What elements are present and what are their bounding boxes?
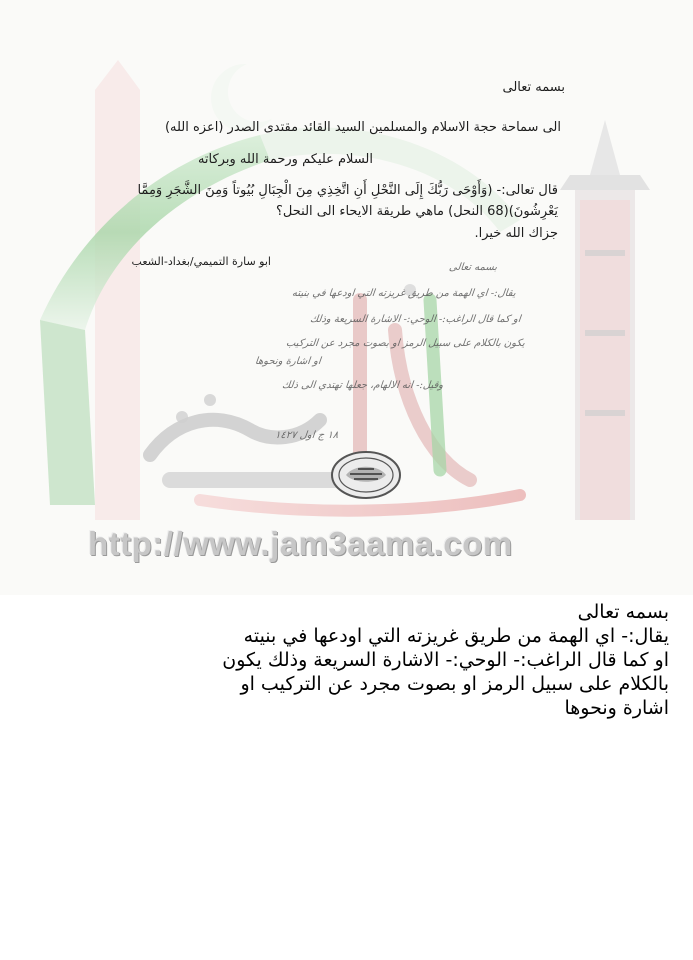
handwritten-line-3: يكون بالكلام على سبيل الرمز او بصوت مجرد عن التركيب — [285, 338, 526, 349]
letter-addressee: الى سماحة حجة الاسلام والمسلمين السيد القائد مقتدى الصدر (اعزه الله) — [164, 120, 561, 135]
transcription-line-3: بالكلام على سبيل الرمز او بصوت مجرد عن التركيب او — [240, 673, 669, 695]
transcription — [49, 600, 669, 720]
letter-greeting: السلام عليكم ورحمة الله وبركاته — [197, 152, 373, 167]
transcription-line-1: يقال:- اي الهمة من طريق غريزته التي اودعها في بنيته — [243, 625, 669, 647]
transcription-basmala: بسمه تعالى — [577, 601, 669, 623]
handwritten-line-4: او اشارة ونحوها — [254, 356, 322, 367]
letter-basmala: بسمه تعالى — [502, 80, 565, 95]
transcription-line-4: اشارة ونحوها — [564, 697, 669, 719]
letter-question-line1: قال تعالى:- (وَأَوْحَى رَبُّكَ إِلَى النَّحْلِ أَنِ اتَّخِذِي مِنَ الْجِبَالِ بُيُوتاً وَمِنَ الشَّجَرِ وَمِمَّا — [137, 183, 558, 198]
letter-signature: ابو سارة التميمي/بغداد-الشعب — [131, 255, 271, 268]
handwritten-line-1: يقال:- اي الهمة من طريق غريزته التي اودعها في بنيته — [291, 288, 517, 299]
handwritten-basmala: بسمه تعالى — [448, 262, 498, 273]
letter-thanks: جزاك الله خيرا. — [474, 226, 558, 241]
handwritten-date: ١٨ ج اول ١٤٢٧ — [274, 430, 339, 441]
handwritten-line-2: او كما قال الراغب:- الوحي:- الاشارة السريعة وذلك — [309, 314, 522, 325]
handwritten-line-5: وقيل:- انه الالهام، جعلها تهتدي الى ذلك — [281, 380, 444, 391]
letter-question-line2: يَعْرِشُونَ)(68 النحل) ماهي طريقة الايحاء الى النحل؟ — [276, 204, 558, 219]
office-stamp-icon — [330, 450, 402, 500]
transcription-line-2: او كما قال الراغب:- الوحي:- الاشارة السريعة وذلك يكون — [222, 649, 669, 671]
watermark-url: http://www.jam3aama.com — [88, 525, 513, 562]
